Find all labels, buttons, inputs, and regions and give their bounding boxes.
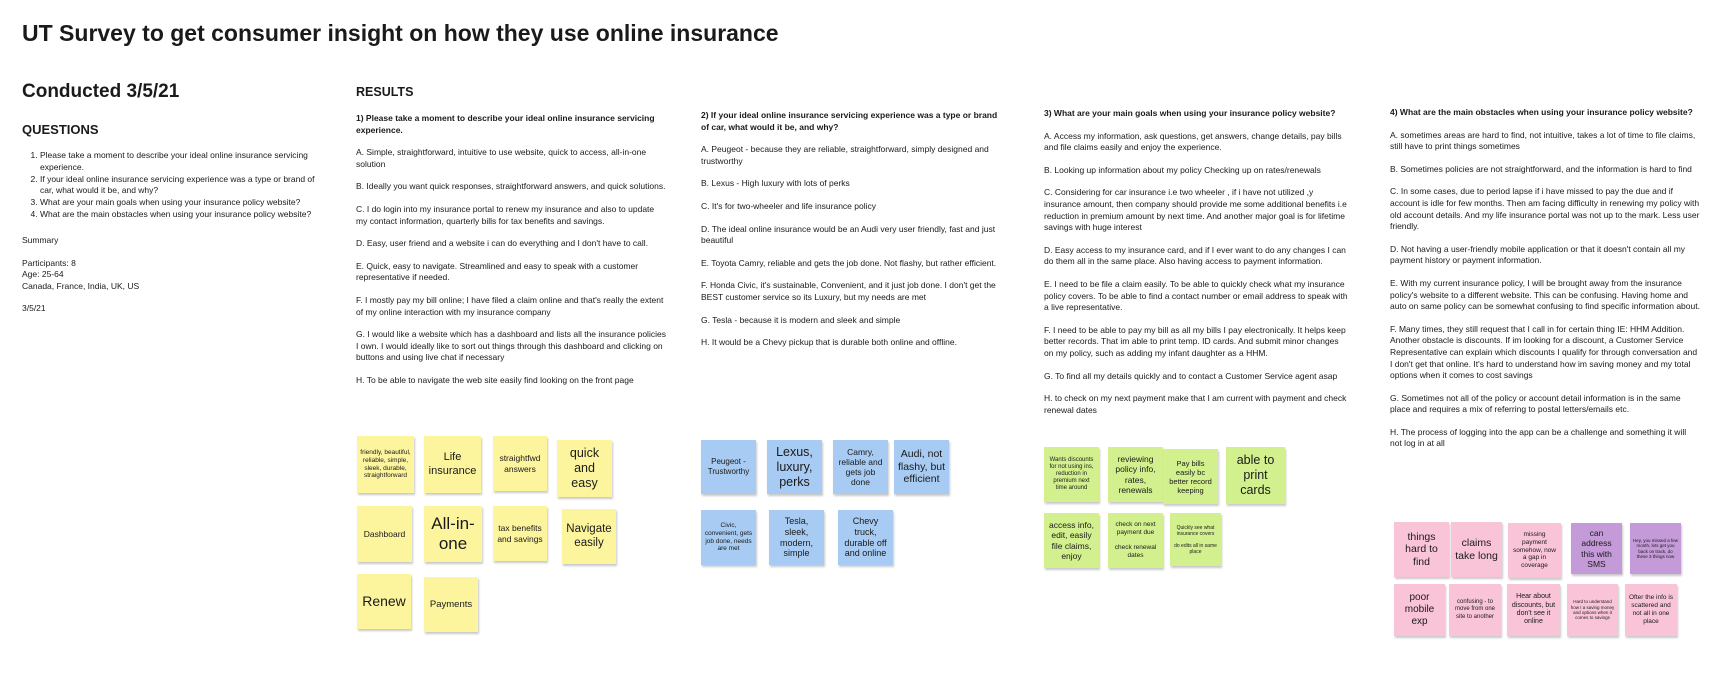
answer: A. sometimes areas are hard to find, not intuitive, takes a lot of time to file claims, still have to print things sometimes: [1390, 129, 1696, 152]
answer: B. Ideally you want quick responses, straightforward answers, and quick solutions.: [356, 181, 666, 192]
answer: H. to check on my next payment make that I am current with payment and check renewal dates: [1044, 393, 1347, 415]
answer: C. It's for two-wheeler and life insurance policy: [701, 200, 877, 211]
results-column-1: [356, 113, 666, 398]
sticky-note[interactable]: able to print cards: [1226, 447, 1285, 504]
answer: D. Easy, user friend and a website i can do everything and I don't have to call.: [356, 238, 649, 249]
results-heading: RESULTS: [356, 85, 414, 99]
answer: C. I do login into my insurance portal to renew my insurance and also to update my contact information, quarterly bills for tax benefits and savings.: [356, 203, 655, 226]
sticky-note[interactable]: things hard to find: [1394, 522, 1449, 577]
sticky-note[interactable]: Hear about discounts, but don't see it online: [1507, 584, 1560, 636]
sticky-note[interactable]: confusing - to move from one site to another: [1449, 584, 1501, 636]
sticky-note[interactable]: reviewing policy info, rates, renewals: [1108, 447, 1163, 502]
answer: E. Toyota Camry, reliable and gets the job done. Not flashy, but rather efficient.: [701, 257, 997, 268]
answer: B. Sometimes policies are not straightforward, and the information is hard to find: [1390, 163, 1692, 174]
summary-date: 3/5/21: [22, 303, 46, 313]
answer: F. Many times, they still request that I call in for certain thing IE: HHM Addition. Another obstacle is discounts. If im looking for a discount, a Customer Service Representative can explain which discounts I qualify for through conversation and I don't get that online. It's hard to understand how im saving money and my total options when it comes to cost savings: [1390, 323, 1698, 381]
sticky-note[interactable]: friendly, beautiful, reliable, simple, sleek, durable, straightforward: [357, 436, 414, 493]
results-column-4: [1390, 107, 1700, 461]
sticky-note[interactable]: Peugeot - Trustworthy: [701, 440, 756, 494]
questions-list: [22, 150, 327, 221]
column-question: 3) What are your main goals when using your insurance policy website?: [1044, 108, 1336, 118]
sticky-note[interactable]: Hey, you missed a few month, lets get you back on track, do these 3 things now: [1630, 523, 1681, 574]
sticky-note[interactable]: Hard to understand how I a saving money and options when it comes to savings: [1567, 584, 1618, 636]
sticky-note[interactable]: check on next payment due check renewal dates: [1108, 513, 1163, 568]
sticky-note[interactable]: Life insurance: [424, 436, 481, 493]
sticky-note[interactable]: Audi, not flashy, but efficient: [894, 440, 949, 494]
answer: F. I need to be able to pay my bill as all my bills I pay electronically. It helps keep better records. That im able to print temp. ID cards. And submit minor changes on my policy, such as adding my infant daughter as a HHM.: [1044, 324, 1346, 358]
answer: D. The ideal online insurance would be an Audi very user friendly, fast and just beautiful: [701, 223, 996, 246]
answer: E. With my current insurance policy, I will be brought away from the insurance policy's website to a different website. This can be confusing. Having home and auto on same policy can be somewhat confusing to find specific information about.: [1390, 277, 1700, 312]
answer: B. Lexus - High luxury with lots of perks: [701, 178, 850, 189]
question-item: 3. What are your main goals when using your insurance policy website?: [40, 197, 327, 209]
sticky-note[interactable]: Quickly see what insurance covers do edits all in same place: [1170, 513, 1221, 566]
sticky-note[interactable]: access info, edit, easily file claims, enjoy: [1044, 513, 1099, 568]
answer: E. I need to be file a claim easily. To be able to quickly check what my insurance policy covers. To be able to find a contact number or email address to speak with a live representative.: [1044, 278, 1348, 313]
column-question: 1) Please take a moment to describe your ideal online insurance servicing experience.: [356, 113, 655, 135]
sticky-note[interactable]: Civic, convenient, gets job done, needs are met: [701, 510, 756, 565]
answer: G. Tesla - because it is modern and sleek and simple: [701, 314, 901, 325]
answer: F. I mostly pay my bill online; I have filed a claim online and that's really the extent of my online interaction with my insurance company: [356, 294, 664, 317]
sticky-note[interactable]: Dashboard: [357, 506, 412, 562]
sticky-note[interactable]: Ofter the info is scattered and not all in one place: [1625, 584, 1677, 636]
sticky-note[interactable]: claims take long: [1451, 522, 1502, 577]
column-question: 4) What are the main obstacles when using your insurance policy website?: [1390, 107, 1693, 117]
answer: H. The process of logging into the app can be a challenge and something it will not log in at all: [1390, 426, 1687, 449]
sticky-note[interactable]: Renew: [357, 574, 411, 629]
answer: A. Simple, straightforward, intuitive to use website, quick to access, all-in-one solution: [356, 147, 647, 169]
sticky-note[interactable]: missing payment somehow, now a gap in coverage: [1508, 523, 1561, 578]
sticky-note[interactable]: Navigate easily: [562, 509, 616, 564]
answer: H. To be able to navigate the web site easily find looking on the front page: [356, 374, 634, 385]
conducted-date: Conducted 3/5/21: [22, 81, 180, 102]
sticky-note[interactable]: Tesla, sleek, modern, simple: [769, 510, 824, 565]
answer: D. Not having a user-friendly mobile application or that it doesn't contain all my payment history or payment information.: [1390, 243, 1686, 266]
summary-block: [22, 235, 302, 315]
answer: D. Easy access to my insurance card, and if I ever want to do any changes I can do them all in the same place. Also having access to payment information.: [1044, 244, 1346, 267]
sticky-note[interactable]: tax benefits and savings: [493, 506, 547, 561]
results-column-3: [1044, 108, 1349, 427]
answer: A. Peugeot - because they are reliable, straightforward, simply designed and trustworthy: [701, 144, 989, 166]
questions-heading: QUESTIONS: [22, 122, 99, 137]
sticky-note[interactable]: Pay bills easily bc better record keeping: [1163, 449, 1218, 504]
summary-label: Summary: [22, 235, 59, 245]
sticky-note[interactable]: straightfwd answers: [493, 436, 547, 491]
question-item: 2. If your ideal online insurance servicing experience was a type or brand of car, what would it be, and why?: [40, 174, 327, 198]
question-item: 1. Please take a moment to describe your ideal online insurance servicing experience.: [40, 150, 327, 174]
sticky-note[interactable]: Camry, reliable and gets job done: [833, 440, 888, 494]
answer: F. Honda Civic, it's sustainable, Convenient, and it just job done. I don't get the BEST customer service so its Luxury, but my needs are met: [701, 280, 996, 302]
answer: C. Considering for car insurance i.e two wheeler , if i have not utilized ,y insurance amount, then company should provide me some additional benefits i.e reduction in premium amount by next time. And another major goal is for lifetime savings with huge interest: [1044, 187, 1347, 233]
countries: Canada, France, India, UK, US: [22, 280, 140, 291]
answer: G. To find all my details quickly and to contact a Customer Service agent asap: [1044, 370, 1338, 381]
column-question: 2) If your ideal online insurance servicing experience was a type or brand of car, what would it be, and why?: [701, 110, 998, 132]
sticky-note[interactable]: poor mobile exp: [1394, 584, 1445, 636]
answer: G. Sometimes not all of the policy or account detail information is in the same place and requires a mix of referring to postal letters/emails etc.: [1390, 392, 1681, 415]
answer: A. Access my information, ask questions, get answers, change details, pay bills and file claims easily and enjoy the experience.: [1044, 130, 1342, 153]
question-item: 4. What are the main obstacles when using your insurance policy website?: [40, 209, 327, 221]
results-column-2: [701, 110, 1006, 360]
sticky-note[interactable]: Wants discounts for not using ins, reduction in premium next time around: [1044, 447, 1099, 502]
answer: H. It would be a Chevy pickup that is durable both online and offline.: [701, 337, 957, 348]
sticky-note[interactable]: quick and easy: [557, 440, 612, 497]
answer: G. I would like a website which has a dashboard and lists all the insurance policies I own. I would ideally like to sort out things through this dashboard and clicking on buttons and using live chat if necessary: [356, 329, 666, 363]
answer: C. In some cases, due to period lapse if i have missed to pay the due and if account is idle for few months. Then am facing difficulty in renewing my policy with old account details. And my life insurance portal was not up to the mark. Less user friendly.: [1390, 186, 1700, 232]
sticky-note[interactable]: Payments: [424, 577, 478, 632]
answer: B. Looking up information about my policy Checking up on rates/renewals: [1044, 164, 1321, 175]
sticky-note[interactable]: All-in-one: [424, 506, 482, 562]
sticky-note[interactable]: Chevy truck, durable off and online: [838, 510, 893, 565]
age-range: Age: 25-64: [22, 269, 64, 279]
answer: E. Quick, easy to navigate. Streamlined and easy to speak with a customer representative if needed.: [356, 260, 639, 283]
sticky-note[interactable]: can address this with SMS: [1571, 523, 1622, 574]
board-title: UT Survey to get consumer insight on how they use online insurance: [22, 20, 779, 46]
sticky-note[interactable]: Lexus, luxury, perks: [767, 440, 822, 494]
participants: Participants: 8: [22, 257, 76, 268]
